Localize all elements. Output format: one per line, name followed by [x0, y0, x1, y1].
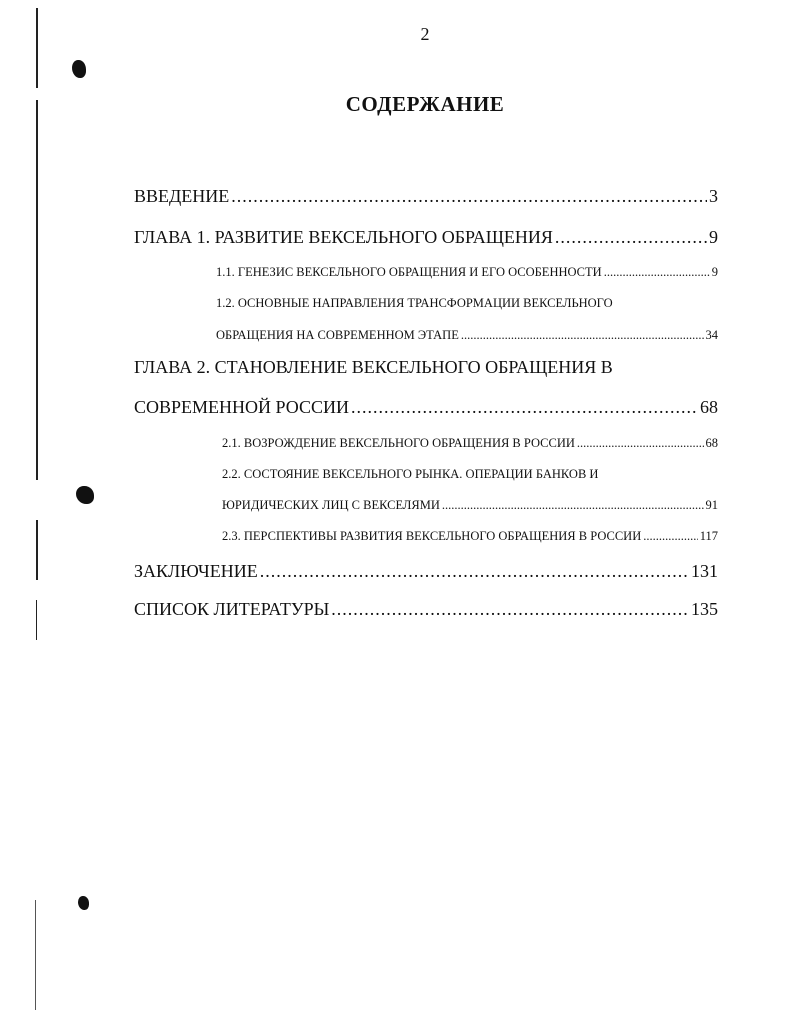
hole-punch-mark [72, 60, 86, 78]
toc-entry-conclusion[interactable] [134, 561, 718, 582]
toc-entry-section-1-2-line1[interactable]: 1.2. ОСНОВНЫЕ НАПРАВЛЕНИЯ ТРАНСФОРМАЦИИ ВЕКСЕЛЬНОГО [216, 296, 613, 310]
toc-entry-page: 34 [705, 328, 718, 342]
toc-entry-label: СОВРЕМЕННОЙ РОССИИ [134, 397, 349, 417]
toc-entry-label: СПИСОК ЛИТЕРАТУРЫ [134, 599, 330, 619]
hole-punch-mark [78, 896, 89, 910]
dot-leader [331, 599, 689, 620]
dot-leader [643, 529, 697, 544]
toc-entry-bibliography[interactable] [134, 599, 718, 620]
toc-entry-section-2-1[interactable] [222, 436, 718, 451]
dot-leader [461, 328, 704, 343]
toc-entry-label: ГЛАВА 1. РАЗВИТИЕ ВЕКСЕЛЬНОГО ОБРАЩЕНИЯ [134, 227, 553, 247]
toc-entry-page: 3 [709, 186, 718, 206]
scan-border-line [36, 600, 37, 640]
toc-entry-page: 9 [709, 227, 718, 247]
scan-border-line [35, 900, 36, 1010]
dot-leader [351, 397, 698, 418]
toc-entry-section-2-2-line1[interactable]: 2.2. СОСТОЯНИЕ ВЕКСЕЛЬНОГО РЫНКА. ОПЕРАЦИИ БАНКОВ И [222, 467, 599, 481]
toc-entry-chapter-1[interactable] [134, 227, 718, 248]
toc-entry-intro[interactable] [134, 186, 718, 207]
toc-entry-label: ОБРАЩЕНИЯ НА СОВРЕМЕННОМ ЭТАПЕ [216, 328, 459, 342]
toc-entry-page: 91 [705, 498, 718, 512]
toc-entry-page: 68 [705, 436, 718, 450]
toc-entry-label: ВВЕДЕНИЕ [134, 186, 230, 206]
scan-border-line [36, 520, 38, 580]
toc-entry-label: ЗАКЛЮЧЕНИЕ [134, 561, 258, 581]
toc-entry-section-1-2[interactable] [216, 328, 718, 343]
dot-leader [260, 561, 689, 582]
toc-entry-page: 68 [700, 397, 718, 417]
scan-border-line [36, 8, 38, 88]
dot-leader [577, 436, 704, 451]
toc-entry-section-1-1[interactable] [216, 265, 718, 280]
toc-entry-page: 117 [699, 529, 718, 543]
toc-entry-label: ЮРИДИЧЕСКИХ ЛИЦ С ВЕКСЕЛЯМИ [222, 498, 440, 512]
toc-entry-label: 2.1. ВОЗРОЖДЕНИЕ ВЕКСЕЛЬНОГО ОБРАЩЕНИЯ В РОССИИ [222, 436, 575, 450]
dot-leader [604, 265, 710, 280]
hole-punch-mark [76, 486, 94, 504]
toc-entry-page: 135 [691, 599, 718, 619]
toc-entry-label: 2.3. ПЕРСПЕКТИВЫ РАЗВИТИЯ ВЕКСЕЛЬНОГО ОБРАЩЕНИЯ В РОССИИ [222, 529, 642, 543]
toc-entry-page: 131 [691, 561, 718, 581]
toc-entry-section-2-2[interactable] [222, 498, 718, 513]
dot-leader [555, 227, 707, 248]
page-number: 2 [420, 24, 430, 44]
toc-entry-chapter-2[interactable] [134, 397, 718, 418]
dot-leader [442, 498, 704, 513]
toc-entry-chapter-2-line1[interactable]: ГЛАВА 2. СТАНОВЛЕНИЕ ВЕКСЕЛЬНОГО ОБРАЩЕНИЯ В [134, 357, 613, 377]
toc-entry-page: 9 [711, 265, 718, 279]
toc-entry-label: 1.1. ГЕНЕЗИС ВЕКСЕЛЬНОГО ОБРАЩЕНИЯ И ЕГО ОСОБЕННОСТИ [216, 265, 602, 279]
dot-leader [231, 186, 707, 207]
toc-title: СОДЕРЖАНИЕ [345, 92, 505, 116]
scan-border-line [36, 100, 38, 480]
toc-entry-section-2-3[interactable] [222, 529, 718, 544]
